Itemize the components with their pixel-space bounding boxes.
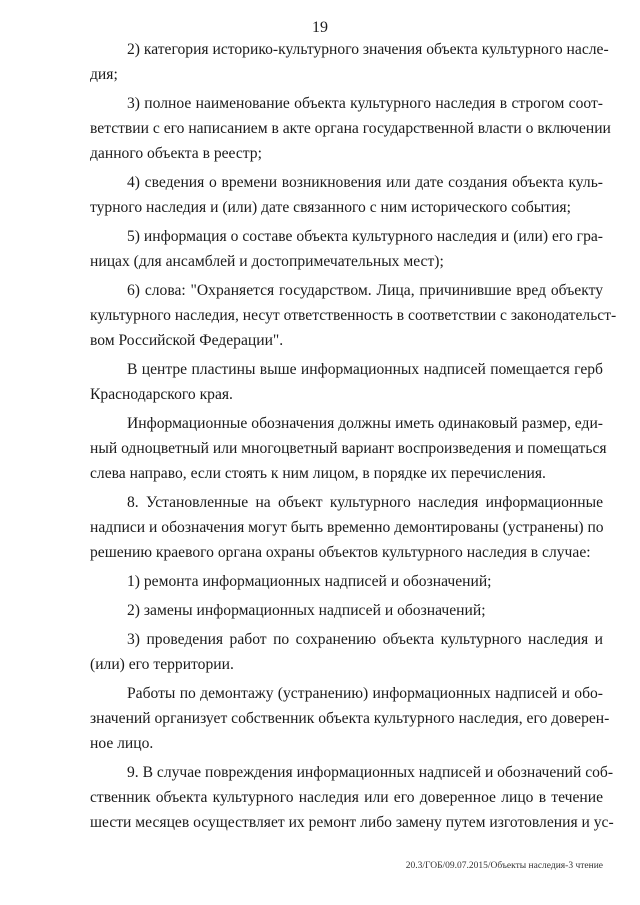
text-line: 1) ремонта информационных надписей и обозначений; [127,573,492,590]
text-line: вом Российской Федерации". [90,332,284,349]
paragraph [90,224,603,274]
text-line: 9. В случае повреждения информационных надписей и обозначений соб- [127,764,614,781]
text-line: 3) полное наименование объекта культурного наследия в строгом соот- [127,95,603,112]
text-line: Работы по демонтажу (устранению) информационных надписей и обо- [127,685,603,702]
text-line: ный одноцветный или многоцветный вариант воспроизведения и помещаться [90,440,607,457]
body-text [90,37,617,835]
page-number: 19 [312,19,328,36]
text-line: 8. Установленные на объект культурного наследия информационные [127,494,603,511]
text-line: данного объекта в реестр; [90,145,262,162]
text-line: Краснодарского края. [90,386,233,403]
text-line: надписи и обозначения могут быть временно демонтированы (устранены) по [90,519,604,536]
text-line: ное лицо. [90,735,154,752]
paragraph [90,569,603,594]
text-line: 6) слова: "Охраняется государством. Лица, причинившие вред объекту [127,282,603,299]
text-line: культурного наследия, несут ответственность в соответствии с законодательст- [90,307,617,324]
paragraph [90,681,610,756]
text-line: шести месяцев осуществляет их ремонт либо замену путем изготовления и ус- [90,814,614,831]
paragraph [90,357,603,407]
text-line: 3) проведения работ по сохранению объекта культурного наследия и [127,631,603,648]
text-line: (или) его территории. [90,656,234,673]
text-line: 2) категория историко-культурного значения объекта культурного насле- [127,41,609,58]
paragraph [90,490,603,565]
paragraph [90,598,603,623]
text-line: слева направо, если стоять к ним лицом, в порядке их перечисления. [90,465,546,482]
text-line: значений организует собственник объекта культурного наследия, его доверен- [90,710,610,727]
text-line: ветствии с его написанием в акте органа государственной власти о включении [90,120,611,137]
text-line: турного наследия и (или) дате связанного с ним исторического события; [90,199,571,216]
paragraph [90,91,611,166]
text-line: 4) сведения о времени возникновения или дате создания объекта куль- [127,174,603,191]
text-line: Информационные обозначения должны иметь одинаковый размер, еди- [127,415,603,432]
paragraph [90,278,617,353]
text-line: решению краевого органа охраны объектов культурного наследия в случае: [90,544,591,561]
text-line: 2) замены информационных надписей и обозначений; [127,602,486,619]
paragraph [90,627,603,677]
footer-doc-reference: 20.3/ГОБ/09.07.2015/Объекты наследия-3 чтение [405,861,603,871]
paragraph [90,170,603,220]
text-line: 5) информация о составе объекта культурного наследия и (или) его гра- [127,228,603,245]
text-line: ницах (для ансамблей и достопримечательных мест); [90,253,444,270]
text-line: В центре пластины выше информационных надписей помещается герб [127,361,603,378]
paragraph [90,37,609,87]
paragraph [90,760,614,835]
text-line: дия; [90,66,118,83]
paragraph [90,411,607,486]
text-line: ственник объекта культурного наследия или его доверенное лицо в течение [90,789,603,806]
